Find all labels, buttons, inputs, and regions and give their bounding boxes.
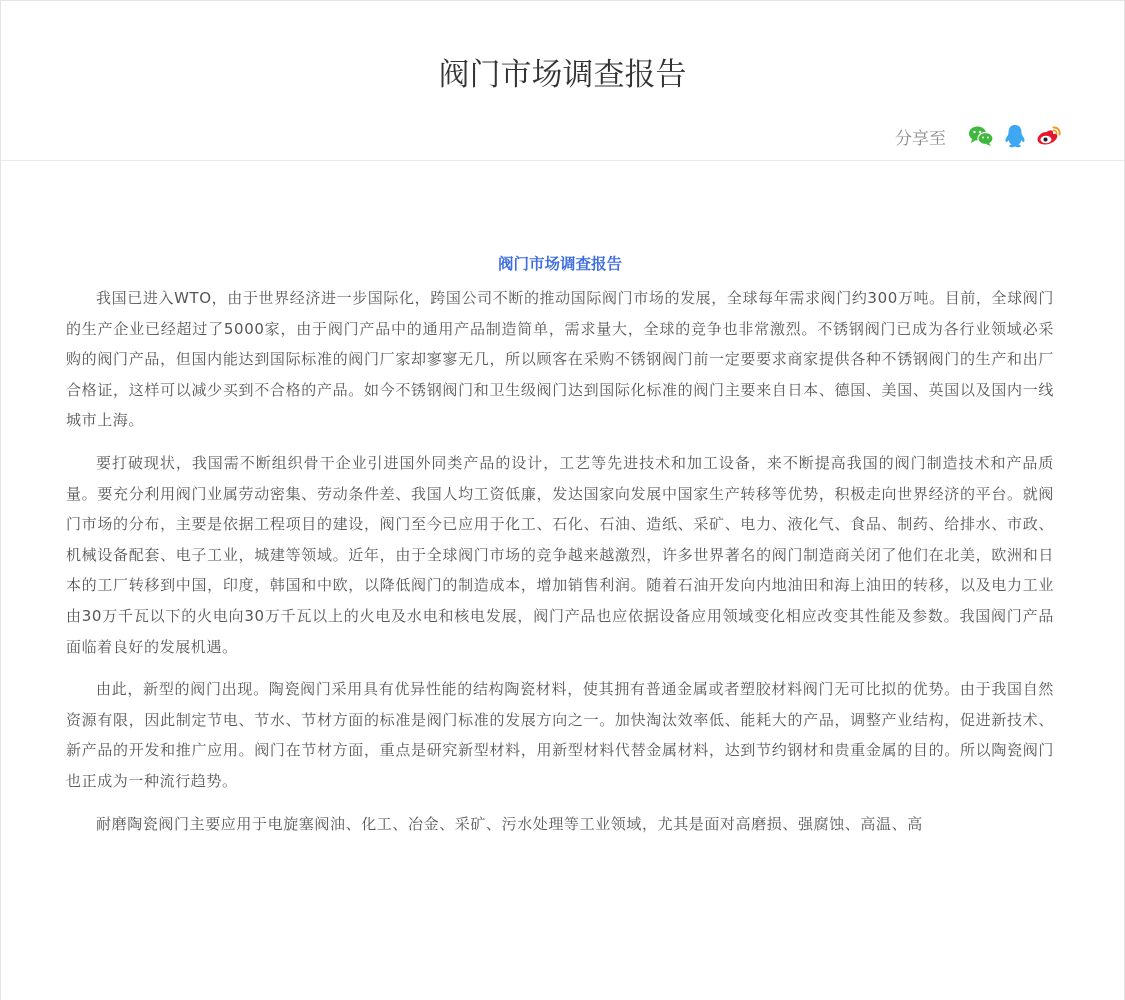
share-label: 分享至 xyxy=(895,128,946,149)
qq-icon[interactable] xyxy=(1002,123,1028,149)
weibo-icon[interactable] xyxy=(1036,123,1062,149)
article-paragraph: 耐磨陶瓷阀门主要应用于电旋塞阀油、化工、冶金、采矿、污水处理等工业领域，尤其是面对高磨损、强腐蚀、高温、高 xyxy=(96,814,923,833)
article-content xyxy=(1,161,1124,839)
page-header xyxy=(1,1,1124,161)
article-paragraph: 我国已进入WTO，由于世界经济进一步国际化，跨国公司不断的推动国际阀门市场的发展，全球每年需求阀门约300万吨。目前，全球阀门的生产企业已经超过了5000家，由于阀门产品中的通用产品制造简单，需求量大，全球的竞争也非常激烈。不锈钢阀门已成为各行业领域必采购的阀门产品，但国内能达到国际标准的阀门厂家却寥寥无几，所以顾客在采购不锈钢阀门前一定要要求商家提供各种不锈钢阀门的生产和出厂合格证，这样可以减少买到不合格的产品。如今不锈钢阀门和卫生级阀门达到国际化标准的阀门主要来自日本、德国、美国、英国以及国内一线城市上海。 xyxy=(66,289,1054,430)
article-paragraph: 由此，新型的阀门出现。陶瓷阀门采用具有优异性能的结构陶瓷材料，使其拥有普通金属或者塑胶材料阀门无可比拟的优势。由于我国自然资源有限，因此制定节电、节水、节材方面的标准是阀门标准的发展方向之一。加快淘汰效率低、能耗大的产品，调整产业结构，促进新技术、新产品的开发和推广应用。阀门在节材方面，重点是研究新型材料，用新型材料代替金属材料，达到节约钢材和贵重金属的目的。所以陶瓷阀门也正成为一种流行趋势。 xyxy=(66,680,1054,790)
article-title: 阀门市场调查报告 xyxy=(497,255,622,273)
share-bar xyxy=(895,123,1062,149)
wechat-icon[interactable] xyxy=(968,123,994,149)
article-paragraph: 要打破现状，我国需不断组织骨干企业引进国外同类产品的设计，工艺等先进技术和加工设备，来不断提高我国的阀门制造技术和产品质量。要充分利用阀门业属劳动密集、劳动条件差、我国人均工资低廉，发达国家向发展中国家生产转移等优势，积极走向世界经济的平台。就阀门市场的分布，主要是依据工程项目的建设，阀门至今已应用于化工、石化、石油、造纸、采矿、电力、液化气、食品、制药、给排水、市政、机械设备配套、电子工业，城建等领域。近年，由于全球阀门市场的竞争越来越激烈，许多世界著名的阀门制造商关闭了他们在北美，欧洲和日本的工厂转移到中国，印度，韩国和中欧，以降低阀门的制造成本，增加销售利润。随着石油开发向内地油田和海上油田的转移，以及电力工业由30万千瓦以下的火电向30万千瓦以上的火电及水电和核电发展，阀门产品也应依据设备应用领域变化相应改变其性能及参数。我国阀门产品面临着良好的发展机遇。 xyxy=(66,453,1054,656)
page-title: 阀门市场调查报告 xyxy=(438,57,687,93)
